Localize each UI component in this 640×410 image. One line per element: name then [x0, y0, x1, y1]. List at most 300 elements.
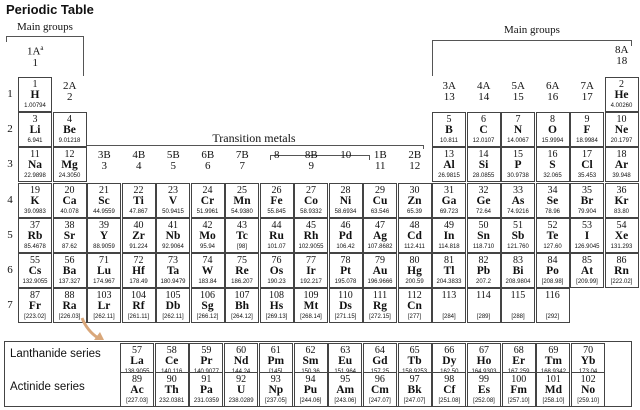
atomic-number: 54 [616, 219, 627, 231]
element-symbol: He [614, 89, 629, 101]
actinide-cell-94 [294, 372, 328, 407]
element-symbol: Ca [62, 194, 77, 207]
element-symbol: Tc [236, 229, 248, 242]
atomic-number: 82 [478, 255, 489, 266]
atomic-mass: 30.9738 [507, 173, 529, 180]
atomic-number: 38 [64, 219, 75, 231]
atomic-number: 30 [409, 184, 420, 196]
element-symbol: Cl [581, 159, 593, 172]
atomic-number: 4 [67, 114, 72, 126]
atomic-number: 111 [372, 290, 388, 302]
element-cell-56 [53, 253, 87, 288]
atomic-number: 5 [446, 114, 452, 126]
element-symbol: Pa [200, 384, 213, 396]
atomic-mass: 204.3833 [436, 279, 462, 285]
atomic-mass: 12.0107 [472, 138, 495, 145]
element-cell-14 [467, 147, 501, 182]
atomic-number: 33 [513, 184, 523, 196]
element-symbol: Rh [303, 229, 319, 242]
element-symbol: Kr [614, 194, 629, 207]
atomic-number: 63 [340, 345, 351, 356]
atomic-mass: 126.9045 [574, 243, 600, 250]
element-cell-111 [363, 288, 397, 323]
atomic-number: 52 [547, 219, 558, 231]
atomic-number: 15 [513, 149, 523, 161]
element-symbol: La [130, 355, 144, 367]
atomic-number: 23 [168, 184, 178, 196]
atomic-mass: [258.10] [542, 398, 565, 404]
element-symbol: V [168, 194, 178, 207]
element-symbol: Hg [407, 265, 422, 277]
period-label: 6 [7, 264, 13, 276]
element-symbol: Ra [62, 300, 77, 313]
element-cell-28 [329, 183, 363, 218]
atomic-number: 24 [202, 184, 213, 196]
element-cell-43 [225, 218, 259, 253]
atomic-number: 48 [409, 219, 420, 231]
atomic-mass: 118.710 [472, 243, 495, 250]
element-cell-49 [432, 218, 466, 253]
element-symbol: Cd [407, 229, 422, 242]
element-cell-2 [605, 77, 639, 112]
element-cell-38 [53, 218, 87, 253]
atomic-number: 21 [99, 184, 109, 196]
atomic-mass: 44.9559 [93, 208, 115, 215]
element-symbol: Se [546, 194, 559, 207]
group-header: 4A 14 [477, 80, 491, 103]
bracket-tick [6, 36, 7, 42]
atomic-mass: 92.9064 [162, 243, 184, 250]
element-symbol: Y [99, 229, 109, 242]
atomic-mass: [223.02] [24, 314, 46, 321]
group-header: 6A 16 [546, 80, 560, 103]
atomic-mass: 208.9804 [505, 279, 531, 285]
element-symbol: Rg [372, 300, 388, 313]
element-cell-15 [501, 147, 535, 182]
element-cell-85 [570, 253, 604, 288]
group-header: 7B 7 [235, 149, 249, 172]
group-header: 4B 4 [132, 149, 146, 172]
atomic-mass: 186.207 [231, 279, 253, 285]
element-cell-31 [432, 183, 466, 218]
atomic-number: 72 [133, 255, 144, 266]
atomic-mass: 114.818 [438, 243, 460, 250]
atomic-number: 37 [30, 219, 40, 231]
atomic-number: 6 [481, 114, 486, 126]
element-cell-44 [260, 218, 294, 253]
period-label: 1 [7, 88, 13, 100]
atomic-number: 18 [616, 149, 627, 161]
atomic-number: 68 [513, 345, 524, 356]
element-cell-116 [536, 288, 570, 323]
group-header: 2A 2 [63, 80, 77, 103]
element-symbol: Si [478, 159, 489, 172]
atomic-mass: 9.01218 [58, 138, 81, 145]
element-symbol: Am [336, 384, 355, 396]
atomic-mass: [247.07] [403, 398, 426, 404]
atomic-mass: [292] [545, 314, 560, 321]
element-symbol: Ag [372, 229, 388, 242]
atomic-number: 103 [96, 290, 112, 302]
atomic-number: 43 [237, 219, 247, 231]
element-cell-27 [294, 183, 328, 218]
element-symbol: Cf [443, 384, 456, 396]
group-header: 8 [274, 149, 280, 161]
element-symbol: Sc [98, 194, 110, 207]
element-symbol: Ti [133, 194, 144, 207]
atomic-mass: [262.11] [162, 314, 184, 321]
element-symbol: Br [580, 194, 594, 207]
element-symbol: Fr [28, 300, 42, 313]
atomic-number: 41 [168, 219, 178, 231]
atomic-number: 28 [340, 184, 351, 196]
atomic-mass: 127.60 [543, 243, 562, 250]
element-symbol: Pb [476, 265, 491, 277]
atomic-number: 96 [374, 374, 385, 385]
atomic-mass: 14.0067 [507, 138, 529, 145]
element-cell-52 [536, 218, 570, 253]
actinide-cell-92 [224, 372, 258, 407]
element-symbol: U [236, 384, 246, 396]
atomic-number: 31 [444, 184, 454, 196]
atomic-number: 19 [30, 184, 40, 196]
atomic-number: 25 [237, 184, 247, 196]
element-symbol: Gd [372, 355, 388, 367]
element-symbol: Rn [614, 265, 629, 277]
element-cell-9 [570, 112, 604, 147]
element-cell-72 [122, 253, 156, 288]
element-symbol: Sn [477, 229, 490, 242]
element-symbol: Mt [303, 300, 319, 313]
atomic-number: 69 [548, 345, 559, 356]
element-symbol: Pu [303, 384, 318, 396]
atomic-number: 20 [64, 184, 75, 196]
atomic-number: 94 [305, 374, 316, 385]
element-symbol: In [443, 229, 455, 242]
element-symbol: Fe [270, 194, 283, 207]
atomic-mass: [271.15] [334, 314, 357, 321]
period-label: 5 [7, 228, 13, 241]
atomic-mass: 132.9055 [22, 279, 48, 285]
element-symbol: O [548, 124, 557, 137]
atomic-mass: 88.9059 [93, 243, 115, 250]
element-cell-78 [329, 253, 363, 288]
atomic-mass: 79.904 [577, 208, 597, 215]
atomic-mass: 65.39 [406, 208, 422, 215]
atomic-number: 60 [236, 345, 247, 356]
element-cell-71 [87, 253, 121, 288]
atomic-mass: 24.3050 [58, 173, 81, 180]
atomic-mass: [269.13] [265, 314, 288, 321]
element-symbol: Xe [614, 229, 629, 242]
element-cell-33 [501, 183, 535, 218]
atomic-number: 113 [441, 290, 457, 302]
atomic-number: 34 [547, 184, 558, 196]
element-cell-22 [122, 183, 156, 218]
element-cell-86 [605, 253, 639, 288]
atomic-number: 75 [237, 255, 247, 266]
element-symbol: Lu [96, 265, 112, 277]
element-symbol: Ta [166, 265, 180, 277]
atomic-mass: [247.07] [369, 398, 391, 404]
group-header: 1B 11 [373, 149, 387, 172]
atomic-mass: 26.9815 [438, 173, 460, 180]
element-cell-7 [501, 112, 535, 147]
element-cell-87 [18, 288, 52, 323]
atomic-mass: 18.9984 [576, 138, 598, 145]
lanthanide-series-label: Lanthanide series [10, 348, 101, 360]
atomic-mass: 47.867 [129, 208, 148, 215]
actinide-cell-99 [467, 372, 501, 407]
atomic-number: 71 [99, 255, 109, 266]
element-cell-46 [329, 218, 363, 253]
atomic-mass: [244.06] [299, 398, 322, 404]
element-symbol: Lr [97, 300, 111, 313]
element-cell-79 [363, 253, 397, 288]
element-cell-16 [536, 147, 570, 182]
group-header: 2B 12 [408, 149, 422, 172]
atomic-mass: [268.14] [300, 314, 322, 321]
element-symbol: Cu [372, 194, 388, 207]
atomic-mass: 95.94 [199, 243, 215, 250]
atomic-number: 109 [303, 290, 319, 302]
element-symbol: Hs [269, 300, 284, 313]
atomic-mass: 78.96 [544, 208, 560, 215]
element-cell-53 [570, 218, 604, 253]
atomic-mass: 69.723 [439, 208, 459, 215]
atomic-mass: 231.0359 [193, 398, 219, 404]
bracket-tick [83, 36, 84, 76]
period-label: 4 [7, 193, 13, 206]
element-symbol: Ga [441, 194, 457, 207]
element-symbol: Bh [234, 300, 250, 313]
actinide-cell-102 [571, 372, 605, 407]
atomic-number: 104 [131, 290, 146, 302]
actinide-series-label: Actinide series [10, 381, 85, 393]
element-symbol: Sr [63, 229, 76, 242]
element-symbol: Cm [370, 384, 389, 396]
group-header: 10 [340, 149, 352, 161]
atomic-number: 2 [619, 79, 624, 90]
element-cell-11 [18, 147, 52, 182]
atomic-mass: [237.05] [264, 398, 287, 404]
element-cell-24 [191, 183, 225, 218]
element-symbol: Md [544, 384, 563, 396]
element-symbol: Ds [339, 300, 352, 313]
atomic-number: 40 [133, 219, 144, 231]
atomic-mass: [252.08] [473, 398, 495, 404]
element-cell-50 [467, 218, 501, 253]
atomic-number: 12 [64, 149, 75, 161]
element-cell-76 [260, 253, 294, 288]
element-cell-3 [18, 112, 52, 147]
element-cell-30 [398, 183, 432, 218]
element-cell-109 [294, 288, 328, 323]
atomic-mass: 196.9666 [367, 279, 393, 285]
atomic-number: 90 [166, 374, 177, 385]
element-cell-42 [191, 218, 225, 253]
atomic-number: 45 [306, 219, 316, 231]
element-cell-18 [605, 147, 639, 182]
element-cell-25 [225, 183, 259, 218]
element-symbol: Hf [132, 265, 145, 277]
atomic-mass: 4.00260 [610, 103, 633, 109]
element-symbol: Ge [476, 194, 491, 207]
group-header: 8A 18 [615, 44, 629, 67]
atomic-mass: 112.411 [404, 243, 425, 250]
atomic-mass: 83.80 [613, 208, 629, 215]
atomic-mass: 10.811 [440, 138, 458, 145]
atomic-number: 47 [375, 219, 385, 231]
element-cell-45 [294, 218, 328, 253]
atomic-mass: 54.9380 [231, 208, 253, 215]
element-symbol: Pd [338, 229, 353, 242]
element-cell-32 [467, 183, 501, 218]
atomic-number: 50 [478, 219, 489, 231]
atomic-number: 44 [271, 219, 282, 231]
group-header: 3A 13 [442, 80, 456, 103]
element-cell-39 [87, 218, 121, 253]
atomic-number: 22 [133, 184, 144, 196]
atomic-number: 36 [616, 184, 627, 196]
atomic-number: 89 [132, 374, 142, 385]
atomic-mass: 20.1797 [610, 138, 633, 145]
atomic-mass: [98] [236, 243, 247, 250]
element-symbol: Yb [580, 355, 596, 367]
atomic-mass: 195.078 [334, 279, 357, 285]
element-symbol: Mg [61, 159, 78, 172]
element-symbol: Ac [130, 384, 144, 396]
atomic-mass: 174.967 [93, 279, 115, 285]
atomic-number: 49 [444, 219, 454, 231]
atomic-mass: 232.0381 [159, 398, 185, 404]
atomic-mass: 28.0855 [472, 173, 495, 180]
element-symbol: Pr [200, 355, 213, 367]
atomic-mass: 192.217 [300, 279, 322, 285]
main-groups-right-bracket [432, 40, 632, 41]
element-symbol: Ba [62, 265, 77, 277]
atomic-number: 81 [444, 255, 454, 266]
atomic-number: 11 [30, 149, 40, 161]
atomic-number: 93 [270, 374, 281, 385]
bracket-tick [423, 145, 424, 149]
element-symbol: No [581, 384, 596, 396]
atomic-number: 35 [582, 184, 592, 196]
actinide-cell-98 [432, 372, 466, 407]
element-cell-1 [18, 77, 52, 112]
actinide-cell-91 [189, 372, 223, 407]
atomic-number: 32 [478, 184, 489, 196]
atomic-mass: 178.49 [129, 279, 148, 285]
transition-metals-label: Transition metals [212, 131, 296, 145]
element-symbol: Na [27, 159, 43, 172]
element-cell-5 [432, 112, 466, 147]
period-label: 3 [7, 158, 13, 171]
atomic-number: 85 [582, 255, 592, 266]
atomic-number: 27 [306, 184, 316, 196]
atomic-mass: 137.327 [58, 279, 81, 285]
atomic-mass: 87.62 [61, 243, 77, 250]
element-cell-108 [260, 288, 294, 323]
element-cell-40 [122, 218, 156, 253]
atomic-number: 83 [513, 255, 523, 266]
atomic-number: 116 [545, 290, 560, 302]
atomic-mass: 91.224 [129, 243, 148, 250]
atomic-number: 98 [444, 374, 455, 385]
element-symbol: Ni [339, 194, 352, 207]
group-header: 3B 3 [97, 149, 111, 172]
element-cell-55 [18, 253, 52, 288]
atomic-number: 100 [511, 374, 527, 385]
element-cell-115 [501, 288, 535, 323]
atomic-mass: 35.453 [577, 173, 597, 180]
element-cell-110 [329, 288, 363, 323]
element-symbol: Tl [443, 265, 455, 277]
atomic-number: 97 [409, 374, 420, 385]
element-cell-8 [536, 112, 570, 147]
element-symbol: Ho [476, 355, 492, 367]
element-symbol: Al [443, 159, 455, 172]
element-cell-114 [467, 288, 501, 323]
atomic-mass: 74.9216 [507, 208, 529, 215]
element-cell-106 [191, 288, 225, 323]
atomic-number: 26 [271, 184, 282, 196]
atomic-number: 14 [478, 149, 489, 161]
atomic-number: 79 [375, 255, 385, 266]
atomic-number: 91 [201, 374, 212, 385]
atomic-mass: 207.2 [475, 279, 491, 285]
atomic-number: 29 [375, 184, 385, 196]
element-cell-34 [536, 183, 570, 218]
actinide-cell-101 [536, 372, 570, 407]
element-cell-112 [398, 288, 432, 323]
atomic-mass: 107.8682 [367, 243, 393, 250]
element-cell-51 [501, 218, 535, 253]
atomic-number: 53 [582, 219, 592, 231]
element-cell-29 [363, 183, 397, 218]
atomic-number: 56 [64, 255, 75, 266]
atomic-number: 62 [305, 345, 316, 356]
element-symbol: W [201, 265, 214, 277]
group-header: 5B 5 [166, 149, 180, 172]
atomic-number: 99 [479, 374, 489, 385]
transition-metals-bracket [84, 145, 424, 146]
atomic-mass: [261.11] [127, 314, 150, 321]
atomic-number: 84 [547, 255, 558, 266]
element-symbol: F [583, 124, 591, 137]
element-cell-80 [398, 253, 432, 288]
atomic-mass: [227.03] [126, 398, 148, 404]
atomic-mass: 1.00794 [24, 103, 46, 109]
element-symbol: Sm [302, 355, 319, 367]
atomic-number: 67 [479, 345, 489, 356]
main-groups-right-label: Main groups [504, 24, 560, 36]
atomic-mass: [209.99] [576, 279, 598, 285]
element-symbol: Nb [165, 229, 181, 242]
atomic-mass: 58.6934 [334, 208, 357, 215]
element-symbol: Ir [306, 265, 316, 277]
element-symbol: Zn [407, 194, 422, 207]
atomic-mass: 22.9898 [24, 173, 46, 180]
atomic-number: 105 [165, 290, 181, 302]
atomic-mass: [288] [511, 314, 525, 321]
element-cell-36 [605, 183, 639, 218]
element-cell-20 [53, 183, 87, 218]
element-symbol: Bk [407, 384, 422, 396]
atomic-mass: [251.08] [438, 398, 461, 404]
atomic-mass: 58.9332 [300, 208, 322, 215]
atomic-number: 107 [234, 290, 250, 302]
